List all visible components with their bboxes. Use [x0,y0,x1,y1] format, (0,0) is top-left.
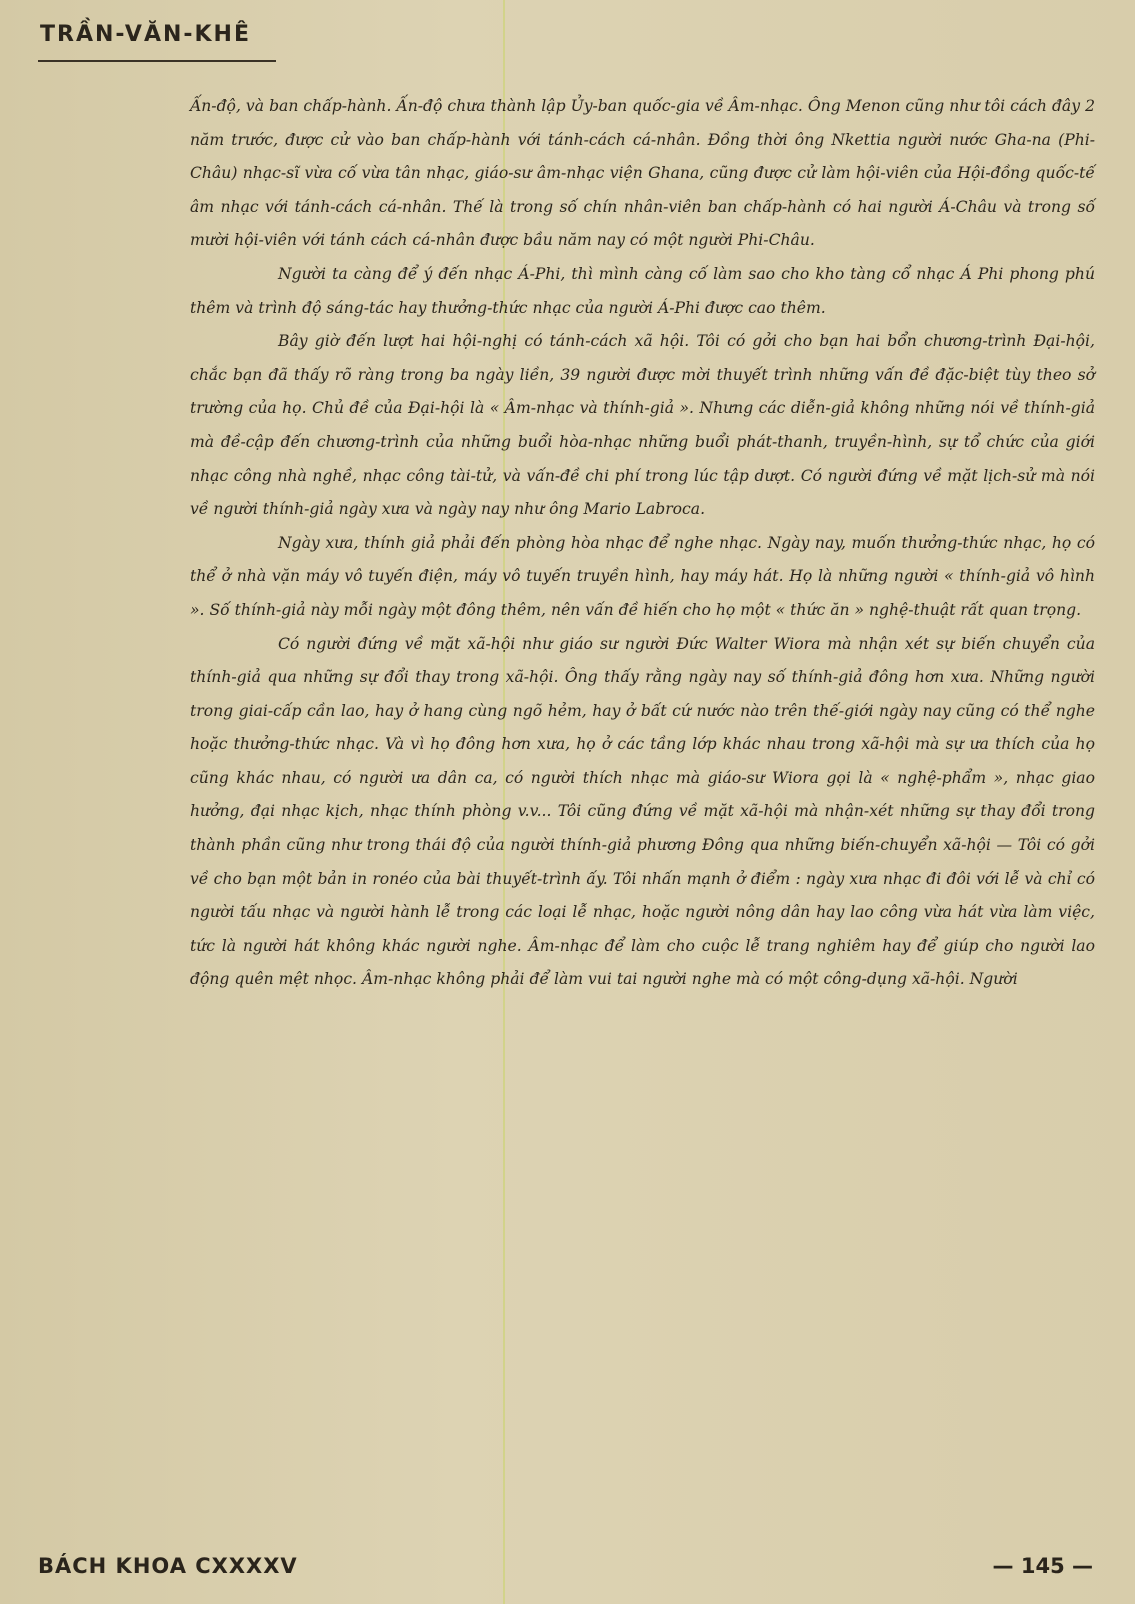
paragraph-5: Có người đứng về mặt xã-hội như giáo sư người Đức Walter Wiora mà nhận xét sự biến chuyển của thính-giả qua những sự đổi thay trong xã-hội. Ông thấy rằng ngày nay số thính-giả đông hơn xưa. Những người trong giai-cấp cần lao, hay ở hang cùng ngõ hẻm, hay ở bất cứ nước nào trên thế-giới ngày nay cũng có thể nghe hoặc thưởng-thức nhạc. Và vì họ đông hơn xưa, họ ở các tầng lớp khác nhau trong xã-hội mà sự ưa thích của họ cũng khác nhau, có người ưa dân ca, có người thích nhạc mà giáo-sư Wiora gọi là « nghệ-phẩm », nhạc giao hưởng, đại nhạc kịch, nhạc thính phòng v.v... Tôi cũng đứng về mặt xã-hội mà nhận-xét những sự thay đổi trong thành phần cũng như trong thái độ của người thính-giả phương Đông qua những biến-chuyển xã-hội — Tôi có gởi về cho bạn một bản in ronéo của bài thuyết-trình ấy. Tôi nhấn mạnh ở điểm : ngày xưa nhạc đi đôi với lễ và chỉ có người tấu nhạc và người hành lễ trong các loại lễ nhạc, hoặc người nông dân hay lao công vừa hát vừa làm việc, tức là người hát không khác người nghe. Âm-nhạc để làm cho cuộc lễ trang nghiêm hay để giúp cho người lao động quên mệt nhọc. Âm-nhạc không phải để làm vui tai người nghe mà có một công-dụng xã-hội. Người [190,634,1095,989]
running-head-rule [38,60,276,62]
paragraph-2: Người ta càng để ý đến nhạc Á-Phi, thì mình càng cố làm sao cho kho tàng cổ nhạc Á Phi phong phú thêm và trình độ sáng-tác hay thưởng-thức nhạc của người Á-Phi được cao thêm. [190,264,1095,317]
page-number: — 145 — [992,1554,1093,1578]
paragraph-4: Ngày xưa, thính giả phải đến phòng hòa nhạc để nghe nhạc. Ngày nay, muốn thưởng-thức nhạc, họ có thể ở nhà vặn máy vô tuyến điện, máy vô tuyến truyền hình, hay máy hát. Họ là những người « thính-giả vô hình ». Số thính-giả này mỗi ngày một đông thêm, nên vấn đề hiến cho họ một « thức ăn » nghệ-thuật rất quan trọng. [190,533,1095,619]
publication-footer: BÁCH KHOA CXXXXV [38,1554,298,1578]
paragraph-3: Bây giờ đến lượt hai hội-nghị có tánh-cách xã hội. Tôi có gởi cho bạn hai bổn chương-trình Đại-hội, chắc bạn đã thấy rõ ràng trong ba ngày liền, 39 người được mời thuyết trình những vấn đề đặc-biệt tùy theo sở trường của họ. Chủ đề của Đại-hội là « Âm-nhạc và thính-giả ». Nhưng các diễn-giả không những nói về thính-giả mà đề-cập đến chương-trình của những buổi hòa-nhạc những buổi phát-thanh, truyền-hình, sự tổ chức của giới nhạc công nhà nghề, nhạc công tài-tử, và vấn-đề chi phí trong lúc tập dượt. Có người đứng về mặt lịch-sử mà nói về người thính-giả ngày xưa và ngày nay như ông Mario Labroca. [190,332,1095,519]
article-body [190,90,1095,1490]
running-head: TRẦN-VĂN-KHÊ [40,22,251,47]
paragraph-1: Ấn-độ, và ban chấp-hành. Ấn-độ chưa thành lập Ủy-ban quốc-gia về Âm-nhạc. Ông Menon cũng như tôi cách đây 2 năm trước, được cử vào ban chấp-hành với tánh-cách cá-nhân. Đồng thời ông Nkettia người nước Gha-na (Phi-Châu) nhạc-sĩ vừa cố vừa tân nhạc, giáo-sư âm-nhạc viện Ghana, cũng được cử làm hội-viên của Hội-đồng quốc-tế âm nhạc với tánh-cách cá-nhân. Thế là trong số chín nhân-viên ban chấp-hành có hai người Á-Châu và trong số mười hội-viên với tánh cách cá-nhân được bầu năm nay có một người Phi-Châu. [190,97,1095,250]
